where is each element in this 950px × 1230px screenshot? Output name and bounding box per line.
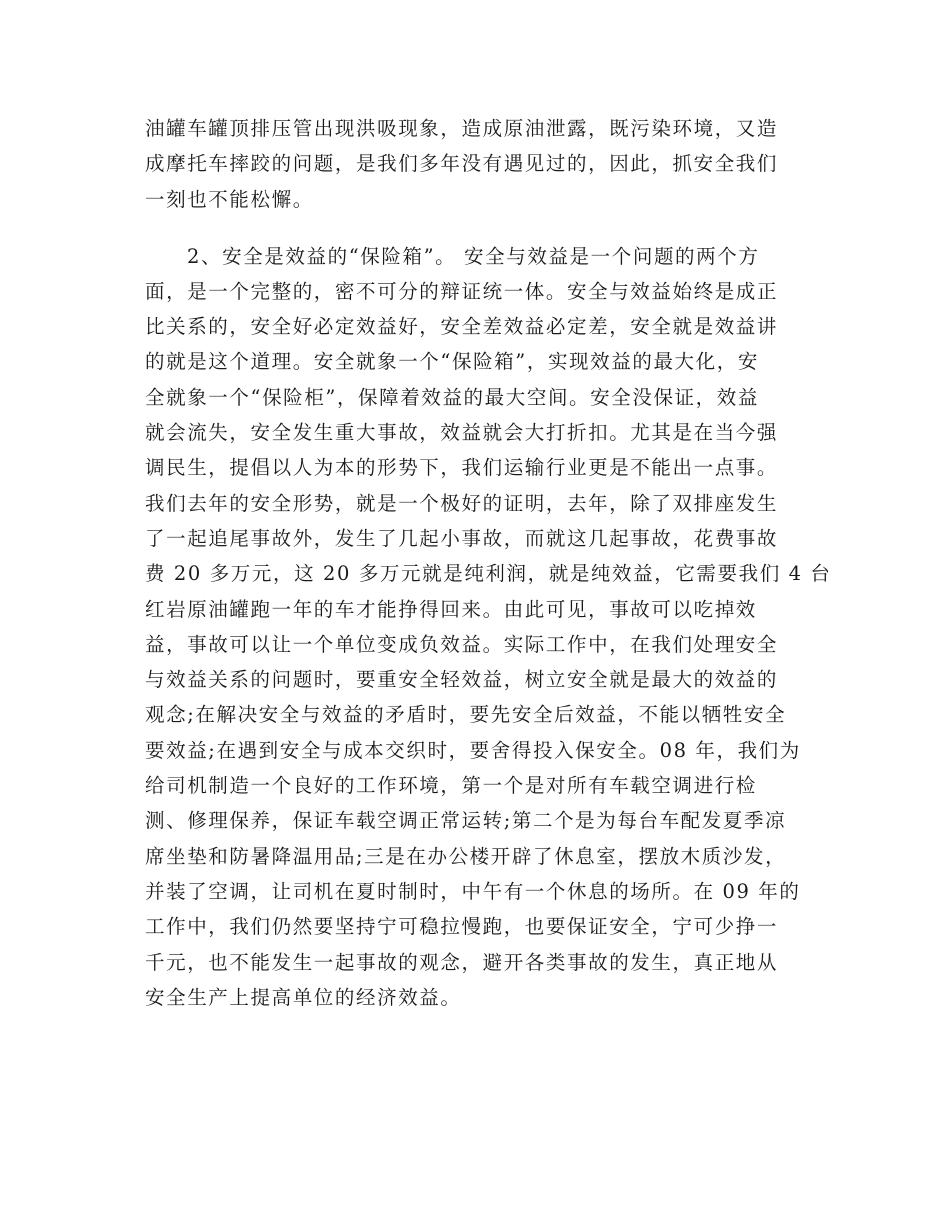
text-line: 观念;在解决安全与效益的矛盾时，要先安全后效益，不能以牺牲安全 <box>145 703 787 726</box>
text-line: 面，是一个完整的，密不可分的辩证统一体。安全与效益始终是成正 <box>145 280 779 303</box>
text-line: 比关系的，安全好必定效益好，安全差效益必定差，安全就是效益讲 <box>145 315 779 338</box>
text-line: 就会流失，安全发生重大事故，效益就会大打折扣。尤其是在当今强 <box>145 421 779 444</box>
text-line: 给司机制造一个良好的工作环境，第一个是对所有车载空调进行检 <box>145 774 757 797</box>
text-line: 工作中，我们仍然要坚持宁可稳拉慢跑，也要保证安全，宁可少挣一 <box>145 915 779 938</box>
text-line: 费 20 多万元，这 20 多万元就是纯利润，就是纯效益，它需要我们 4 台 <box>145 562 832 585</box>
text-line: 成摩托车摔跤的问题，是我们多年没有遇见过的，因此，抓安全我们 <box>145 152 779 175</box>
text-line: 红岩原油罐跑一年的车才能挣得回来。由此可见，事故可以吃掉效 <box>145 598 757 621</box>
text-line: 安全生产上提高单位的经济效益。 <box>145 986 462 1009</box>
text-line: 2、安全是效益的“保险箱”。 安全与效益是一个问题的两个方 <box>187 245 760 268</box>
text-line: 了一起追尾事故外，发生了几起小事故，而就这几起事故，花费事故 <box>145 527 779 550</box>
text-line: 一刻也不能松懈。 <box>145 188 314 211</box>
text-line: 的就是这个道理。安全就象一个“保险箱”，实现效益的最大化，安 <box>145 350 759 373</box>
text-line: 我们去年的安全形势，就是一个极好的证明，去年，除了双排座发生 <box>145 492 779 515</box>
text-line: 并装了空调，让司机在夏时制时，中午有一个休息的场所。在 09 年的 <box>145 880 801 903</box>
text-line: 调民生，提倡以人为本的形势下，我们运输行业更是不能出一点事。 <box>145 456 779 479</box>
text-line: 席坐垫和防暑降温用品;三是在办公楼开辟了休息室，摆放木质沙发， <box>145 845 787 868</box>
text-line: 益，事故可以让一个单位变成负效益。实际工作中，在我们处理安全 <box>145 633 779 656</box>
text-line: 千元，也不能发生一起事故的观念，避开各类事故的发生，真正地从 <box>145 951 779 974</box>
text-line: 要效益;在遇到安全与成本交织时，要舍得投入保安全。08 年，我们为 <box>145 739 801 762</box>
text-line: 测、修理保养，保证车载空调正常运转;第二个是为每台车配发夏季凉 <box>145 809 787 832</box>
text-line: 油罐车罐顶排压管出现洪吸现象，造成原油泄露，既污染环境，又造 <box>145 117 779 140</box>
text-line: 全就象一个“保险柜”，保障着效益的最大空间。安全没保证，效益 <box>145 386 759 409</box>
text-line: 与效益关系的问题时，要重安全轻效益，树立安全就是最大的效益的 <box>145 668 779 691</box>
